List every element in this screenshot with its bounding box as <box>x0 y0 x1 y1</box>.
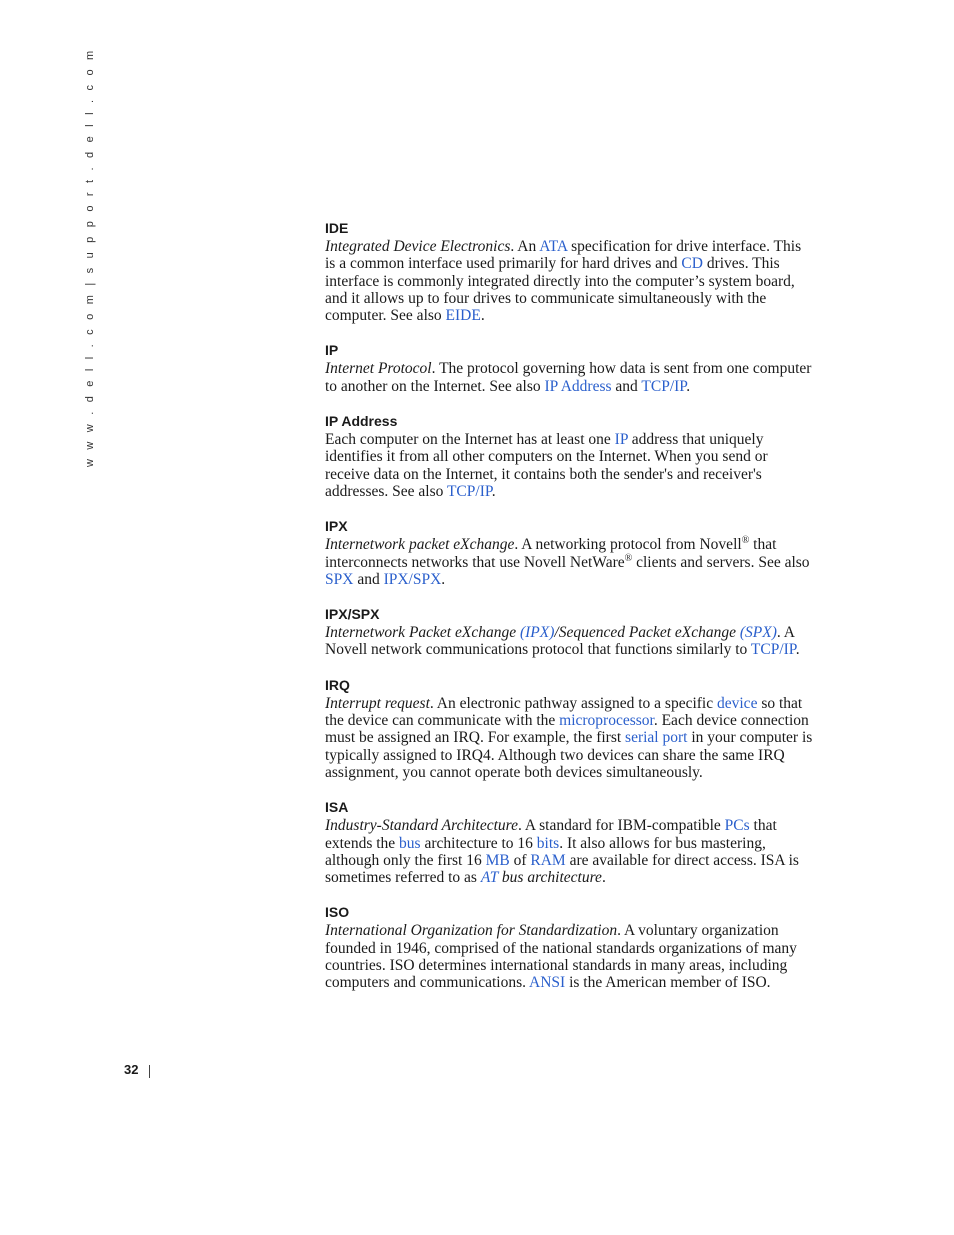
glossary-definition <box>325 817 815 886</box>
definition-text: . It also allows for bus mastering, although only the first 16 <box>325 834 766 869</box>
side-url-text: w w w . d e l l . c o m | s u p p o r t . d e l l . c o m <box>84 47 96 467</box>
definition-text: of <box>509 851 531 869</box>
definition-text: is the American member of ISO. <box>565 974 771 992</box>
cross-reference-link[interactable]: device <box>717 694 758 712</box>
glossary-entry <box>325 219 815 324</box>
glossary-entry <box>325 341 815 395</box>
glossary-term: ISA <box>325 799 349 816</box>
glossary-entry <box>325 903 815 991</box>
cross-reference-link[interactable]: AT <box>480 869 499 887</box>
glossary-definition <box>325 536 815 588</box>
definition-text: address that uniquely identifies it from all other computers on the Internet. When you send or receive data on the Internet, it contains both the sender's and receiver's addresses. See also <box>325 431 768 500</box>
definition-text: . The protocol governing how data is sent from one computer to another on the Internet. See also <box>325 360 812 395</box>
glossary-term: IP Address <box>325 413 398 430</box>
cross-reference-link[interactable]: bus <box>399 834 421 852</box>
italic-text: Interrupt request <box>325 694 430 712</box>
glossary-entry <box>325 605 815 659</box>
definition-text: . <box>795 641 800 659</box>
glossary-term: IPX <box>325 518 348 535</box>
cross-reference-link[interactable]: IP Address <box>544 377 612 395</box>
italic-text: International Organization for Standardization <box>325 922 618 940</box>
definition-text: and <box>611 377 642 395</box>
italic-text: Internetwork Packet eXchange <box>325 624 520 642</box>
cross-reference-link[interactable]: EIDE <box>445 307 481 325</box>
definition-text: . <box>480 307 485 325</box>
glossary-term: IP <box>325 342 339 359</box>
cross-reference-link[interactable]: serial port <box>625 729 688 747</box>
definition-text: . <box>686 377 691 395</box>
glossary-definition <box>325 922 815 991</box>
definition-text: . A Novell network communications protocol that functions similarly to <box>325 624 795 659</box>
cross-reference-link[interactable]: (SPX) <box>739 624 777 642</box>
cross-reference-link[interactable]: microprocessor <box>559 712 654 730</box>
glossary-definition <box>325 695 815 781</box>
definition-text: architecture to 16 <box>420 834 537 852</box>
italic-text: Industry-Standard Architecture <box>325 817 519 835</box>
definition-text: that extends the <box>325 817 777 852</box>
cross-reference-link[interactable]: CD <box>681 255 703 273</box>
cross-reference-link[interactable]: ATA <box>539 238 568 255</box>
cross-reference-link[interactable]: TCP/IP <box>750 641 796 659</box>
definition-text: that interconnects networks that use Novell NetWare <box>325 536 777 571</box>
definition-text: in your computer is typically assigned to IRQ4. Although two devices can share the same IRQ assignment, you cannot operate both devices simultaneously. <box>325 729 813 781</box>
registered-mark: ® <box>624 552 633 564</box>
cross-reference-link[interactable]: TCP/IP <box>641 377 687 395</box>
glossary-definition <box>325 360 815 395</box>
cross-reference-link[interactable]: IPX/SPX <box>383 570 442 588</box>
glossary-term: IRQ <box>325 676 350 693</box>
definition-text: and <box>353 570 384 588</box>
glossary-definition <box>325 624 815 659</box>
cross-reference-link[interactable]: PCs <box>724 817 750 835</box>
italic-text: Internetwork packet eXchange <box>325 536 515 554</box>
italic-text: Internet Protocol <box>325 360 432 378</box>
definition-text: drives. This interface is commonly integrated directly into the computer’s system board, and it allows up to four drives to communicate simultaneously with the computer. See also <box>325 255 795 325</box>
definition-text: clients and servers. See also <box>632 553 810 571</box>
italic-text: Integrated Device Electronics <box>325 238 511 255</box>
glossary-term: IDE <box>325 220 349 236</box>
definition-text: . An <box>510 238 540 255</box>
cross-reference-link[interactable]: MB <box>485 851 510 869</box>
definition-text: are available for direct access. ISA is sometimes referred to as <box>325 851 799 887</box>
cross-reference-link[interactable]: SPX <box>325 570 354 588</box>
definition-text: . A networking protocol from Novell <box>514 536 742 554</box>
cross-reference-link[interactable]: bits <box>536 834 560 852</box>
cross-reference-link[interactable]: TCP/IP <box>446 482 492 500</box>
definition-text: . <box>491 482 496 500</box>
cross-reference-link[interactable]: IP <box>614 431 628 449</box>
definition-text: . An electronic pathway assigned to a specific <box>429 694 717 712</box>
italic-text: /Sequenced Packet eXchange <box>554 624 740 642</box>
cross-reference-link[interactable]: (IPX) <box>519 624 555 642</box>
italic-text: bus architecture <box>498 869 602 887</box>
cross-reference-link[interactable]: RAM <box>530 851 566 869</box>
definition-text: specification for drive interface. This is a common interface used primarily for hard drives and <box>325 238 802 273</box>
glossary-definition <box>325 238 815 324</box>
glossary-entry <box>325 412 815 500</box>
glossary-content <box>325 219 815 1009</box>
glossary-entry <box>325 517 815 588</box>
page-number: 32 <box>124 1062 139 1077</box>
definition-text: . Each device connection must be assigned an IRQ. For example, the first <box>325 712 809 747</box>
registered-mark: ® <box>741 535 750 547</box>
glossary-definition <box>325 431 815 500</box>
definition-text: Each computer on the Internet has at least one <box>325 431 615 449</box>
cross-reference-link[interactable]: ANSI <box>529 974 566 992</box>
definition-text: . A voluntary organization founded in 1946, comprised of the national standards organizations of many countries. ISO determines international standards in many areas, including computers and communications. <box>325 922 797 992</box>
glossary-entry <box>325 798 815 886</box>
definition-text: . <box>601 869 606 887</box>
glossary-term: IPX/SPX <box>325 606 380 623</box>
definition-text: . A standard for IBM-compatible <box>518 817 725 835</box>
definition-text: so that the device can communicate with the <box>325 694 803 730</box>
glossary-entry <box>325 676 815 781</box>
page-number-divider <box>149 1065 150 1078</box>
definition-text: . <box>441 570 446 588</box>
glossary-term: ISO <box>325 904 350 921</box>
